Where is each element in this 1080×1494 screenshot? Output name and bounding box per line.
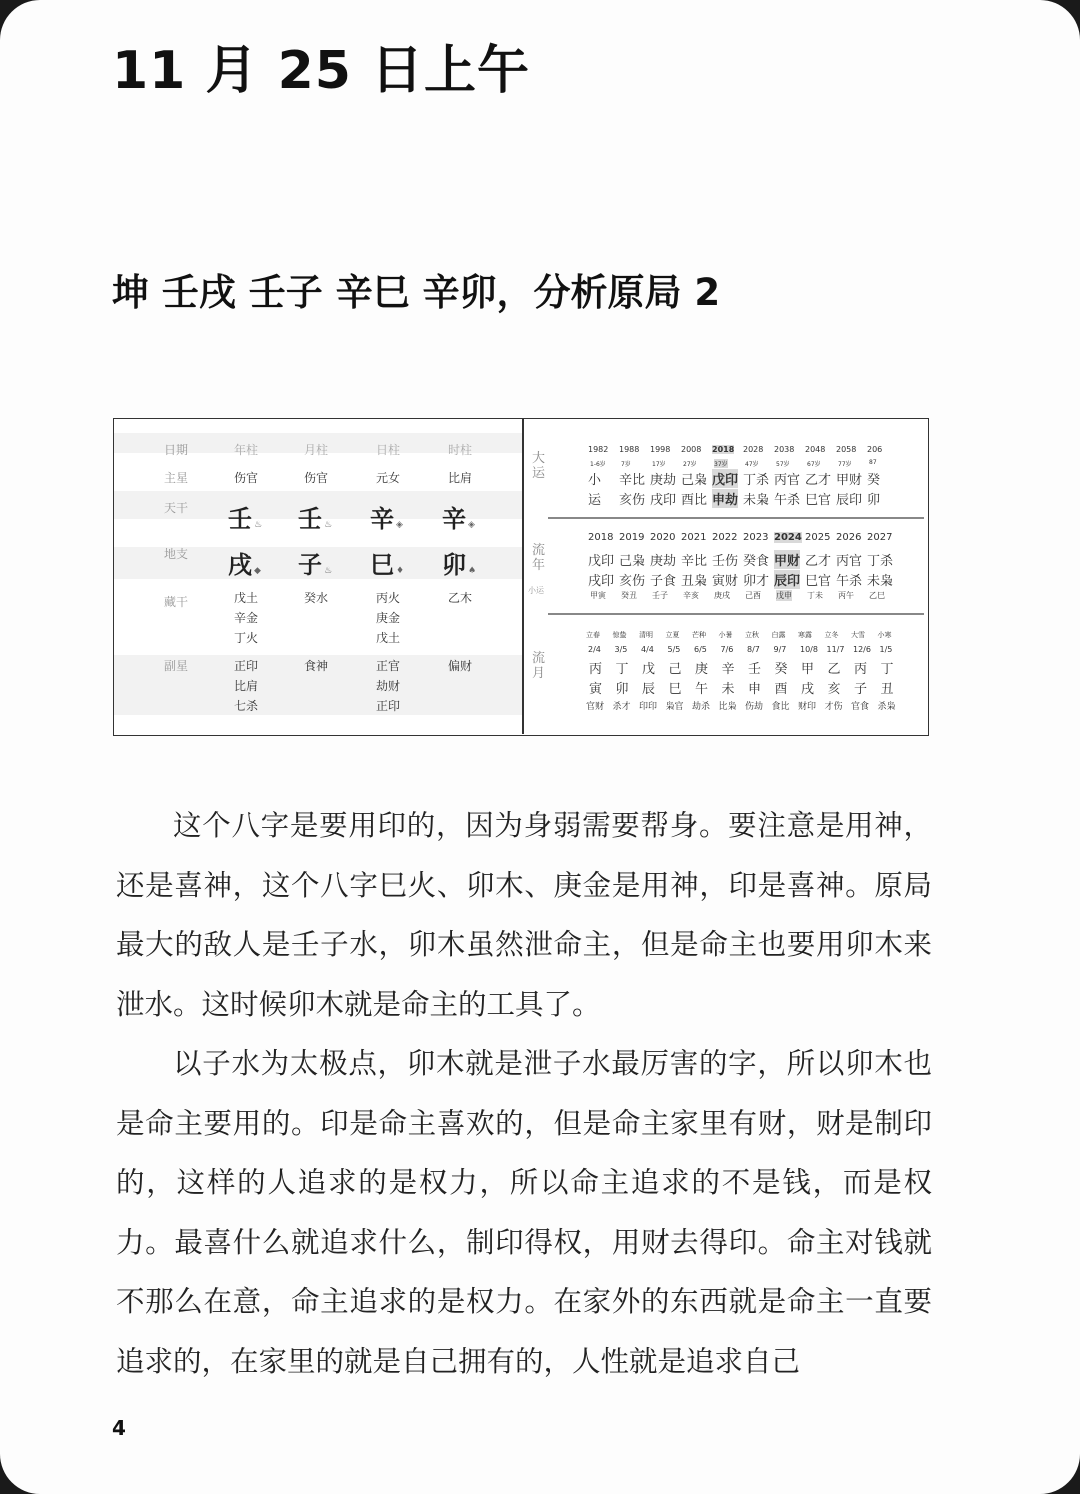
dayun-stem: 丙官 (774, 473, 801, 488)
liunian-xiaoyun: 甲寅 (590, 591, 606, 600)
liunian-branch: 亥伤 (619, 574, 646, 589)
dayun-stem: 戊印 (712, 469, 738, 488)
row-label-branch: 地支 (164, 547, 189, 561)
stem-hour: 辛 ◈ (442, 505, 475, 533)
liuyue-date: 5/5 (667, 645, 681, 654)
liuyue-branch: 辰 (642, 682, 656, 697)
liuyue-stem: 癸 (774, 662, 788, 677)
dayun-age: 67岁 (807, 461, 821, 468)
liuyue-term: 芒种 (692, 631, 706, 639)
liuyue-term: 立冬 (824, 631, 839, 639)
liunian-xiaoyun: 庚戌 (714, 591, 730, 600)
liunian-stem: 辛比 (681, 554, 708, 569)
dayun-branch: 酉比 (681, 493, 708, 508)
pillar-header-month: 月柱 (304, 443, 329, 457)
liunian-stem: 壬伤 (712, 554, 739, 569)
sub-star-month-1: 食神 (304, 659, 329, 673)
dayun-year: 1988 (619, 445, 640, 454)
liunian-label: 流年 (532, 543, 546, 573)
liuyue-term: 小暑 (718, 631, 733, 639)
liunian-stem: 丙官 (836, 554, 863, 569)
element-icon: ♨ (254, 520, 263, 530)
pillar-header-day: 日柱 (376, 443, 401, 457)
liuyue-branch: 戌 (801, 682, 815, 697)
liuyue-stem: 丙 (589, 662, 603, 677)
liunian-xiaoyun: 癸丑 (621, 591, 637, 600)
hidden-stem-hour-1: 乙木 (448, 591, 473, 605)
hidden-stem-year-3: 丁火 (234, 631, 259, 645)
liuyue-branch: 卯 (615, 682, 629, 697)
liuyue-god: 财印 (798, 702, 817, 712)
dayun-branch: 戌印 (650, 493, 677, 508)
liuyue-stem: 丁 (880, 662, 894, 677)
liunian-xiaoyun: 戊申 (776, 591, 792, 600)
sub-star-year-1: 正印 (234, 659, 259, 673)
liuyue-god: 枭官 (665, 702, 684, 712)
liuyue-stem: 丙 (854, 662, 868, 677)
liunian-stem: 戊印 (588, 554, 615, 569)
liuyue-date: 1/5 (879, 645, 893, 654)
liunian-branch: 丑枭 (681, 574, 708, 589)
paragraph: 这个八字是要用印的，因为身弱需要帮身。要注意是用神，还是喜神，这个八字巳火、卯木、庚金是用神，印是喜神。原局最大的敌人是壬子水，卯木虽然泄命主，但是命主也要用卯木来泄水。这时候卯木就是命主的工具了。 (116, 809, 932, 1021)
element-icon: ♦ (396, 566, 405, 576)
dayun-age: 17岁 (652, 461, 666, 468)
dayun-age: 7岁 (621, 461, 631, 468)
dayun-year: 206 (867, 445, 883, 454)
stem-year: 壬 ♨ (228, 505, 263, 533)
liuyue-date: 10/8 (800, 645, 818, 654)
page-number: 4 (112, 1416, 126, 1440)
liuyue-god: 劫杀 (692, 702, 711, 712)
liunian-xiaoyun: 壬子 (652, 591, 668, 600)
hidden-stem-day-1: 丙火 (376, 591, 401, 605)
dayun-branch: 亥伤 (619, 493, 646, 508)
body-text (116, 796, 932, 1391)
liuyue-stem: 己 (668, 662, 682, 677)
liuyue-branch: 午 (695, 682, 709, 697)
dayun-year: 1982 (588, 445, 609, 454)
liuyue-date: 6/5 (694, 645, 707, 654)
element-icon: ♨ (324, 520, 333, 530)
liuyue-date: 2/4 (588, 645, 601, 654)
hidden-stem-day-3: 戊土 (376, 631, 401, 645)
dayun-branch: 卯 (867, 493, 881, 508)
section-divider (548, 613, 924, 615)
dayun-age: 37岁 (714, 461, 728, 468)
liunian-branch: 未枭 (867, 574, 894, 589)
liuyue-stem: 戊 (642, 662, 656, 677)
dayun-age: 57岁 (776, 461, 790, 468)
liuyue-god: 才伤 (824, 702, 843, 712)
dayun-branch: 未枭 (743, 493, 770, 508)
liuyue-stem: 辛 (721, 662, 735, 677)
dayun-age: 87 (869, 459, 877, 466)
element-icon: ◈ (468, 520, 475, 530)
dayun-branch: 午杀 (774, 493, 801, 508)
stem-day: 辛 ◈ (370, 505, 403, 533)
dayun-year: 2008 (681, 445, 702, 454)
dayun-year: 2058 (836, 445, 857, 454)
liuyue-branch: 申 (748, 682, 762, 697)
liuyue-god: 伤劫 (745, 702, 764, 712)
main-star-year: 伤官 (234, 471, 259, 485)
liuyue-branch: 寅 (589, 682, 603, 697)
liuyue-god: 杀才 (612, 702, 631, 712)
branch-year: 戌 ◆ (228, 551, 261, 579)
hidden-stem-year-1: 戊土 (234, 591, 259, 605)
paragraph: 以子水为太极点，卯木就是泄子水最厉害的字，所以卯木也是命主要用的。印是命主喜欢的，但是命主家里有财，财是制印的，这样的人追求的是权力，所以命主追求的不是钱，而是权力。最喜什么就追求什么，制印得权，用财去得印。命主对钱就不那么在意，命主追求的是权力。在家外的东西就是命主一直要追求的，在家里的就是自己拥有的，人性就是追求自己 (116, 1047, 932, 1378)
xiaoyun-label: 小运 (528, 586, 544, 595)
element-icon: ♠ (468, 566, 477, 576)
row-label-date: 日期 (164, 443, 189, 457)
page-title: 11 月 25 日上午 (112, 41, 531, 101)
liunian-branch: 子食 (650, 574, 677, 589)
main-star-month: 伤官 (304, 471, 329, 485)
liuyue-term: 寒露 (798, 631, 812, 639)
liunian-branch: 辰印 (774, 570, 800, 589)
sub-star-day-3: 正印 (376, 699, 401, 713)
dayun-year: 2028 (743, 445, 764, 454)
dayun-age: 27岁 (683, 461, 697, 468)
liunian-year: 2018 (588, 532, 614, 543)
dayun-year: 1998 (650, 445, 671, 454)
dayun-age: 77岁 (838, 461, 852, 468)
dayun-age: 1-6岁 (590, 461, 606, 468)
liuyue-god: 杀枭 (877, 702, 896, 712)
sub-star-day-1: 正官 (376, 659, 401, 673)
liuyue-date: 11/7 (826, 645, 845, 654)
liuyue-date: 9/7 (773, 645, 787, 654)
liuyue-term: 大雪 (851, 631, 865, 639)
branch-month: 子 ♨ (298, 551, 333, 579)
liuyue-term: 小寒 (877, 631, 892, 639)
liunian-branch: 卯才 (743, 574, 770, 589)
liuyue-term: 立春 (586, 631, 600, 639)
liunian-year: 2020 (650, 532, 676, 543)
liuyue-date: 12/6 (853, 645, 871, 654)
dayun-label: 大运 (532, 451, 546, 481)
liuyue-god: 官食 (851, 702, 870, 712)
liuyue-branch: 子 (854, 682, 868, 697)
liuyue-date: 4/4 (641, 645, 654, 654)
hidden-stem-day-2: 庚金 (376, 611, 401, 625)
liuyue-branch: 巳 (668, 682, 682, 697)
liuyue-god: 官财 (586, 702, 605, 712)
liuyue-term: 惊蛰 (612, 631, 627, 639)
row-label-sub-star: 副星 (164, 659, 189, 673)
liuyue-stem: 乙 (827, 662, 841, 677)
liunian-xiaoyun: 乙巳 (869, 591, 885, 600)
liuyue-branch: 亥 (827, 682, 841, 697)
element-icon: ◈ (396, 520, 403, 530)
dayun-branch: 运 (588, 493, 602, 508)
pillar-header-hour: 时柱 (448, 443, 473, 457)
liuyue-date: 8/7 (747, 645, 760, 654)
row-label-stem: 天干 (164, 501, 189, 515)
branch-hour: 卯 ♠ (442, 551, 477, 579)
dayun-stem: 甲财 (836, 473, 863, 488)
liuyue-term: 立夏 (665, 631, 680, 639)
liunian-xiaoyun: 己酉 (745, 591, 761, 600)
section-divider (548, 517, 924, 519)
liuyue-date: 3/5 (614, 645, 628, 654)
dayun-stem: 辛比 (619, 473, 646, 488)
liunian-branch: 午杀 (836, 574, 863, 589)
dayun-stem: 庚劫 (650, 473, 677, 488)
liunian-year: 2026 (836, 532, 862, 543)
liuyue-term: 立秋 (745, 631, 759, 639)
liuyue-label: 流月 (532, 651, 546, 681)
liunian-year: 2023 (743, 532, 769, 543)
dayun-branch: 巳官 (805, 493, 832, 508)
stem-month: 壬 ♨ (298, 505, 333, 533)
liunian-xiaoyun: 丙午 (838, 591, 854, 600)
liuyue-stem: 壬 (748, 662, 762, 677)
main-star-day: 元女 (376, 471, 401, 485)
liunian-stem: 癸食 (743, 554, 770, 569)
dayun-year: 2038 (774, 445, 795, 454)
dayun-stem: 己枭 (681, 473, 708, 488)
sub-star-year-3: 七杀 (234, 699, 259, 713)
liunian-year: 2021 (681, 532, 707, 543)
bazi-chart-figure (113, 418, 929, 736)
natal-chart-panel (114, 419, 522, 734)
row-label-hidden: 藏干 (164, 595, 189, 609)
liunian-year: 2027 (867, 532, 893, 543)
dayun-year: 2018 (712, 445, 735, 454)
liunian-branch: 巳官 (805, 574, 832, 589)
liunian-stem: 庚劫 (650, 554, 677, 569)
liunian-year: 2024 (774, 532, 802, 543)
liunian-year: 2022 (712, 532, 738, 543)
liunian-xiaoyun: 辛亥 (683, 591, 699, 600)
dayun-age: 47岁 (745, 461, 759, 468)
liuyue-branch: 丑 (880, 682, 894, 697)
liunian-year: 2019 (619, 532, 645, 543)
dayun-stem: 小 (588, 473, 602, 488)
dayun-branch: 申劫 (712, 489, 738, 508)
liuyue-god: 食比 (771, 702, 790, 712)
liuyue-date: 7/6 (720, 645, 734, 654)
liunian-stem: 甲财 (774, 550, 800, 569)
dayun-year: 2048 (805, 445, 826, 454)
element-icon: ◆ (254, 566, 261, 576)
liuyue-term: 白露 (771, 631, 786, 639)
row-label-main-star: 主星 (164, 471, 189, 485)
hidden-stem-year-2: 辛金 (234, 611, 259, 625)
main-star-hour: 比肩 (448, 471, 473, 485)
pillar-header-year: 年柱 (234, 443, 259, 457)
branch-day: 巳 ♦ (370, 551, 405, 579)
liunian-branch: 寅财 (712, 574, 739, 589)
liuyue-stem: 甲 (801, 662, 815, 677)
liuyue-god: 印印 (639, 702, 658, 712)
luck-cycles-panel (524, 419, 928, 734)
liunian-branch: 戌印 (588, 574, 615, 589)
dayun-stem: 丁杀 (743, 473, 770, 488)
element-icon: ♨ (324, 566, 333, 576)
liunian-stem: 丁杀 (867, 554, 894, 569)
sub-star-day-2: 劫财 (376, 679, 401, 693)
liuyue-god: 比枭 (718, 702, 737, 712)
liuyue-term: 清明 (639, 631, 653, 639)
liuyue-stem: 丁 (615, 662, 629, 677)
hidden-stem-month-1: 癸水 (304, 591, 329, 605)
liunian-year: 2025 (805, 532, 831, 543)
dayun-stem: 癸 (867, 473, 881, 488)
sub-star-hour-1: 偏财 (448, 659, 473, 673)
dayun-stem: 乙才 (805, 473, 832, 488)
liunian-xiaoyun: 丁未 (807, 591, 823, 600)
liunian-stem: 乙才 (805, 554, 832, 569)
section-heading: 坤 壬戌 壬子 辛巳 辛卯，分析原局 2 (112, 271, 721, 314)
liunian-stem: 己枭 (619, 554, 646, 569)
liuyue-branch: 酉 (774, 682, 788, 697)
sub-star-year-2: 比肩 (234, 679, 259, 693)
liuyue-stem: 庚 (695, 662, 709, 677)
liuyue-branch: 未 (721, 682, 735, 697)
dayun-branch: 辰印 (836, 493, 863, 508)
